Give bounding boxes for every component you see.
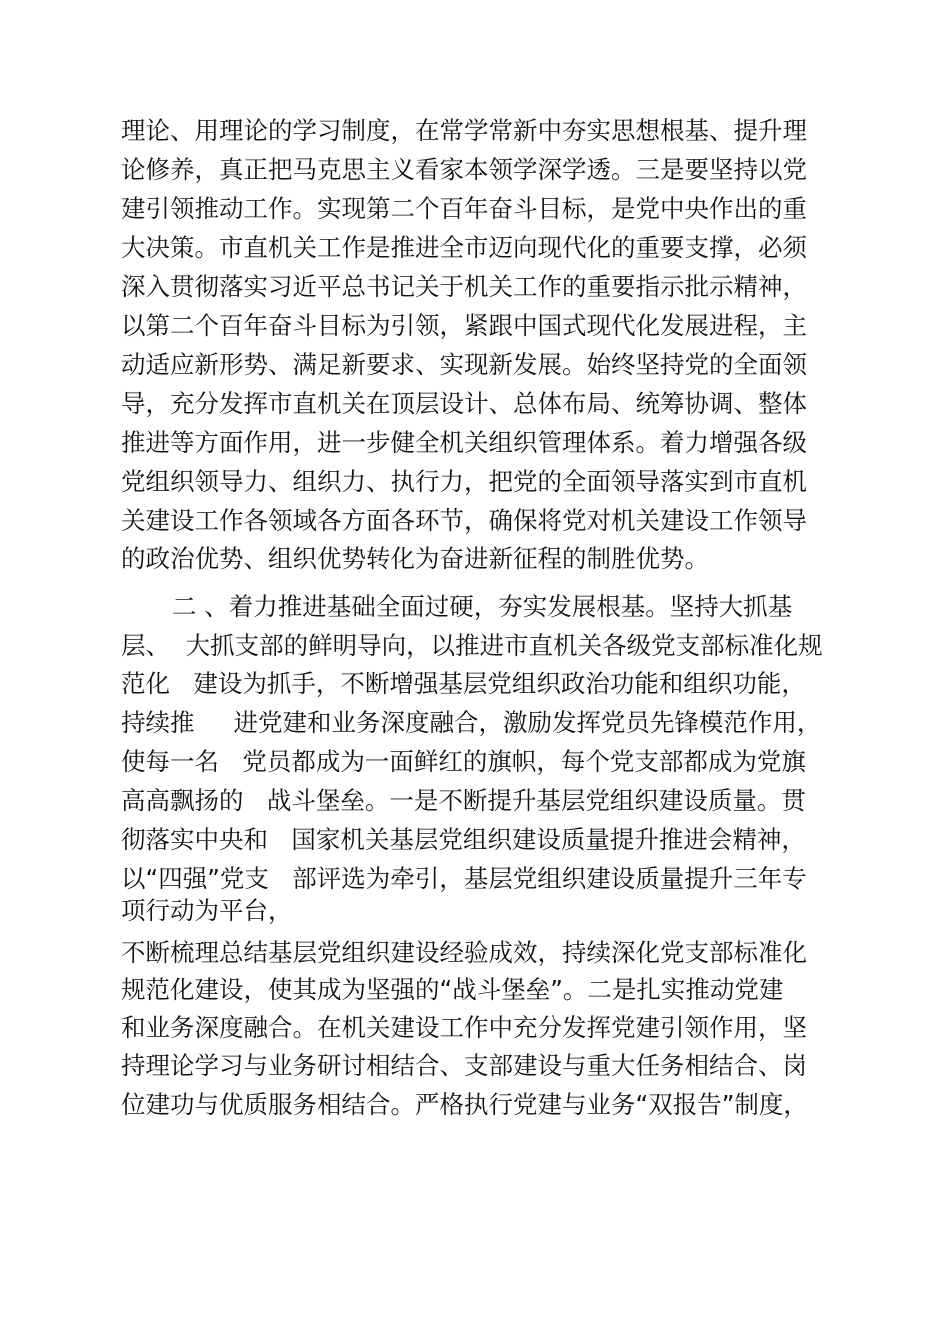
text-line-10: 党组织领导力、组织力、执行力，把党的全面领导落实到市直机 [121, 467, 807, 496]
text-line-13: 二 、着力推进基础全面过硬，夯实发展根基。坚持大抓基 [172, 592, 793, 621]
text-line-9: 推进等方面作用，进一步健全机关组织管理体系。着力增强各级 [121, 428, 807, 457]
text-line-11: 关建设工作各领域各方面各环节，确保将党对机关建设工作领导 [121, 506, 807, 535]
text-line-6: 以第二个百年奋斗目标为引领，紧跟中国式现代化发展进程，主 [121, 311, 807, 340]
text-line-24: 和业务深度融合。在机关建设工作中充分发挥党建引领作用，坚 [121, 1013, 807, 1042]
text-line-4: 大决策。市直机关工作是推进全市迈向现代化的重要支撑，必须 [121, 233, 807, 262]
text-line-2: 论修养，真正把马克思主义看家本领学深学透。三是要坚持以党 [121, 155, 807, 184]
text-line-8: 导，充分发挥市直机关在顶层设计、总体布局、统筹协调、整体 [121, 389, 807, 418]
text-line-17: 使每一名 党员都成为一面鲜红的旗帜，每个党支部都成为党旗 [121, 747, 806, 776]
text-line-3: 建引领推动工作。实现第二个百年奋斗目标，是党中央作出的重 [121, 194, 807, 223]
text-line-15: 范化 建设为抓手，不断增强基层党组织政治功能和组织功能， [121, 669, 806, 698]
text-line-20: 以“四强”党支 部评选为牵引，基层党组织建设质量提升三年专 [121, 864, 807, 893]
text-line-19: 彻落实中央和 国家机关基层党组织建设质量提升推进会精神， [121, 825, 806, 854]
text-line-12: 的政治优势、组织优势转化为奋进新征程的制胜优势。 [121, 544, 709, 573]
text-line-18: 高高飘扬的 战斗堡垒。一是不断提升基层党组织建设质量。贯 [121, 786, 806, 815]
text-line-21: 项行动为平台， [121, 896, 293, 925]
text-line-1: 理论、用理论的学习制度，在常学常新中夯实思想根基、提升理 [121, 116, 807, 145]
text-line-16: 持续推 进党建和业务深度融合，激励发挥党员先锋模范作用， [121, 708, 822, 737]
text-line-7: 动适应新形势、满足新要求、实现新发展。始终坚持党的全面领 [121, 350, 807, 379]
text-line-5: 深入贯彻落实习近平总书记关于机关工作的重要指示批示精神， [121, 272, 807, 301]
text-line-26: 位建功与优质服务相结合。严格执行党建与业务“双报告”制度， [121, 1090, 808, 1119]
text-line-22: 不断梳理总结基层党组织建设经验成效，持续深化党支部标准化 [121, 938, 807, 967]
text-line-14: 层、 大抓支部的鲜明导向，以推进市直机关各级党支部标准化规 [121, 631, 823, 660]
text-line-23: 规范化建设，使其成为坚强的“战斗堡垒”。二是扎实推动党建 [121, 975, 784, 1004]
text-line-25: 持理论学习与业务研讨相结合、支部建设与重大任务相结合、岗 [121, 1051, 807, 1080]
